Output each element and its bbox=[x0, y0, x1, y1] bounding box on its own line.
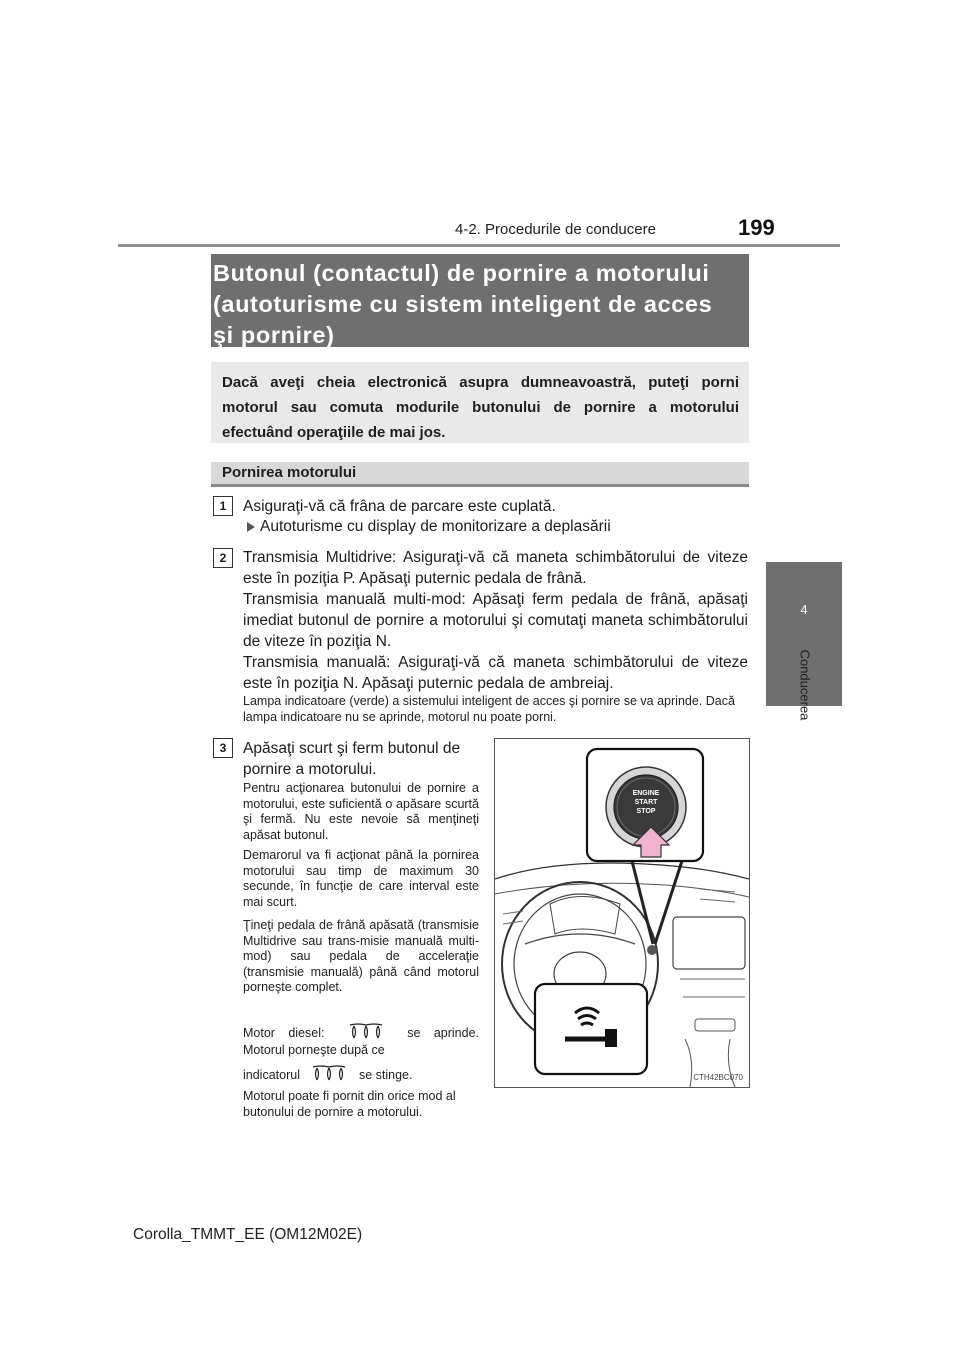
step-3-diesel-note: Motor diesel: se aprinde. Motorul porneşte după ce indicatorul se stinge. bbox=[243, 1023, 479, 1084]
section-title bbox=[211, 254, 749, 347]
step-3-note-2: Demarorul va fi acţionat până la pornirea motorului sau timp de maximum 30 secunde, în funcţie de care interval este mai scurt. bbox=[243, 848, 479, 909]
step-2-manual: Transmisia manuală: Asiguraţi-vă că maneta schimbătorului de viteze este în poziţia N. Apăsaţi puternic pedala de ambreiaj. bbox=[243, 654, 748, 692]
page-number: 199 bbox=[738, 215, 775, 240]
intro-text: Dacă aveţi cheia electronică asupra dumneavoastră, puteţi porni motorul sau comuta modurile butonului de pornire a motorului efectuând operaţiile de mai jos. bbox=[222, 374, 739, 441]
engine-start-stop-button: ENGINE START STOP bbox=[632, 790, 660, 815]
step-2-multidrive: Transmisia Multidrive: Asiguraţi-vă că maneta schimbătorului de viteze este în poziţia P. Apăsaţi puternic pedala de frână. bbox=[243, 549, 748, 587]
dashboard-illustration bbox=[494, 738, 750, 1088]
glow-plug-icon bbox=[346, 1023, 386, 1039]
title-line-1: Butonul (contactul) de pornire a motorului bbox=[213, 260, 710, 286]
step-3-text: Apăsaţi scurt şi ferm butonul de pornire a motorului. bbox=[243, 740, 461, 778]
step-2-multimode: Transmisia manuală multi-mod: Apăsaţi ferm pedala de frână, apăsaţi imediat butonul de pornire a motorului şi comutaţi maneta schimbătorului de viteze în poziţia N. bbox=[243, 591, 748, 650]
step-1-text: Asiguraţi-vă că frâna de parcare este cuplată. bbox=[243, 498, 556, 515]
step-2-note: Lampa indicatoare (verde) a sistemului inteligent de acces şi pornire se va aprinde. Dacă lampa indicatoare nu se aprinde, motorul nu poate porni. bbox=[243, 694, 735, 724]
chapter-number: 4 bbox=[800, 602, 808, 617]
header-section-title: 4-2. Procedurile de conducere bbox=[455, 221, 656, 238]
glow-plug-icon bbox=[309, 1065, 349, 1081]
intro-box bbox=[211, 362, 749, 443]
step-number-2: 2 bbox=[213, 548, 233, 568]
step-number-1: 1 bbox=[213, 496, 233, 516]
step-number-3: 3 bbox=[213, 738, 233, 758]
subsection-title: Pornirea motorului bbox=[222, 464, 357, 481]
subsection-heading bbox=[211, 462, 749, 487]
step-3-note-3: Ţineţi pedala de frână apăsată (transmisie Multidrive sau trans-misie manuală multi-mod) sau pedala de acceleraţie (transmisie manuală) până când motorul porneşte complet. bbox=[243, 918, 479, 994]
title-line-3: şi pornire) bbox=[213, 322, 335, 348]
triangle-bullet-icon bbox=[247, 522, 255, 532]
footer-model: Corolla_TMMT_EE (OM12M02E) bbox=[133, 1226, 363, 1243]
step-3-note-1: Pentru acţionarea butonului de pornire a motorului, este suficientă o apăsare scurtă şi fermă. Nu este nevoie să menţineţi apăsat butonul. bbox=[243, 781, 479, 842]
step-2-subheading: Autoturisme cu display de monitorizare a deplasării bbox=[260, 518, 611, 535]
figure-code: CTH42BC070 bbox=[693, 1073, 743, 1082]
step-3-note-4: Motorul poate fi pornit din orice mod al butonului de pornire a motorului. bbox=[243, 1089, 456, 1119]
title-line-2: (autoturisme cu sistem inteligent de acces bbox=[213, 291, 713, 317]
chapter-label: Conducerea bbox=[797, 649, 813, 721]
header-rule bbox=[118, 244, 840, 247]
